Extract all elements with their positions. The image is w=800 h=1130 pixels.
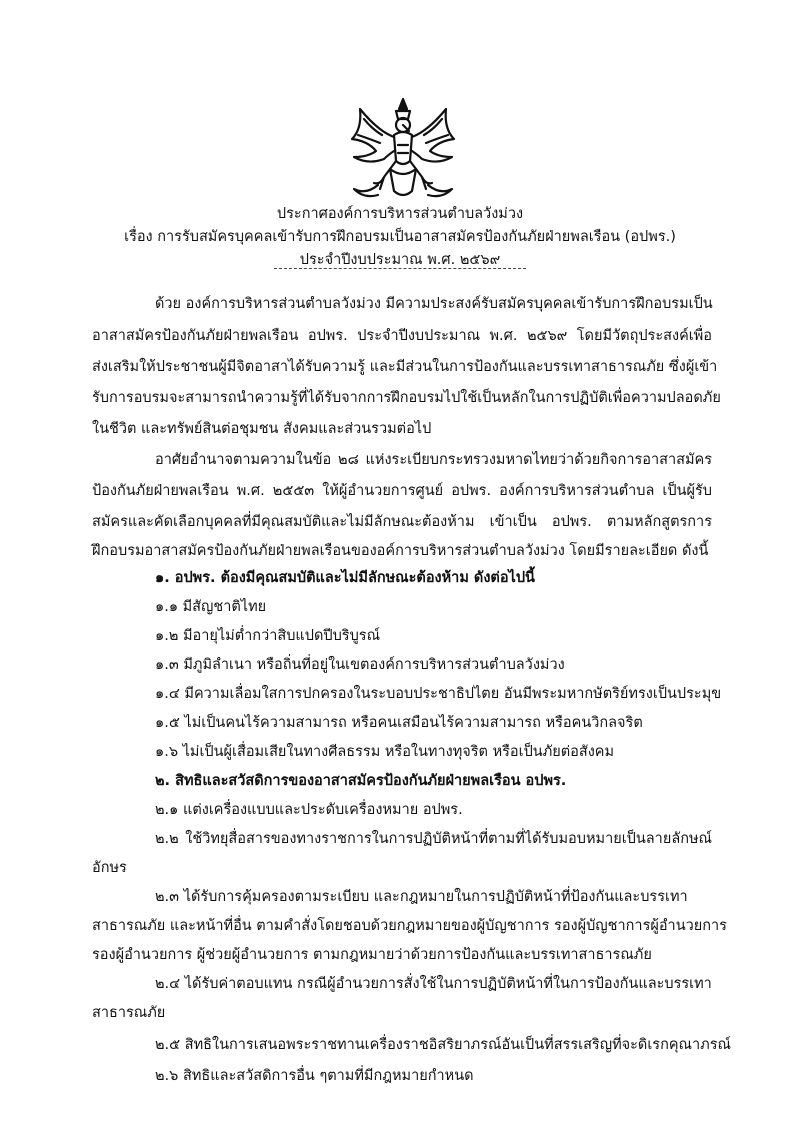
section-2-item-2-line-2: อักษร — [92, 860, 127, 876]
section-1-heading: ๑. อปพร. ต้องมีคุณสมบัติและไม่มีลักษณะต้องห้าม ดังต่อไปนี้ — [155, 570, 535, 586]
section-1-item: ๑.๑ มีสัญชาติไทย — [155, 599, 267, 615]
intro-line-2: อาสาสมัครป้องกันภัยฝ่ายพลเรือน อปพร. ประจำปีงบประมาณ พ.ศ. ๒๕๖๙ โดยมีวัตถุประสงค์เพื่อ — [92, 328, 712, 344]
section-2-item-5: ๒.๕ สิทธิในการเสนอพระราชทานเครื่องราชอิสริยาภรณ์อันเป็นที่สรรเสริญที่จะดิเรกคุณาภรณ์ — [155, 1037, 731, 1053]
authority-line-1: อาศัยอำนาจตามความในข้อ ๒๘ แห่งระเบียบกระทรวงมหาดไทยว่าด้วยกิจการอาสาสมัคร — [155, 452, 712, 468]
section-1-item: ๑.๒ มีอายุไม่ต่ำกว่าสิบแปดปีบริบูรณ์ — [155, 628, 381, 644]
intro-line-4: รับการอบรมจะสามารถนำความรู้ที่ได้รับจากการฝึกอบรมไปใช้เป็นหลักในการปฏิบัติเพื่อความปลอดภัย — [92, 390, 721, 406]
section-2-heading: ๒. สิทธิและสวัสดิการของอาสาสมัครป้องกันภัยฝ่ายพลเรือน อปพร. — [155, 773, 567, 789]
section-2-item-4-line-1: ๒.๔ ได้รับค่าตอบแทน กรณีผู้อำนวยการสั่งใช้ในการปฏิบัติหน้าที่ในการป้องกันและบรรเทา — [155, 976, 712, 992]
section-1-item: ๑.๓ มีภูมิลำเนา หรือถิ่นที่อยู่ในเขตองค์การบริหารส่วนตำบลวังม่วง — [155, 657, 565, 673]
section-1-item: ๑.๔ มีความเลื่อมใสการปกครองในระบอบประชาธิปไตย อันมีพระมหากษัตริย์ทรงเป็นประมุข — [155, 686, 722, 702]
intro-line-3: ส่งเสริมให้ประชาชนผู้มีจิตอาสาได้รับความรู้ และมีส่วนในการป้องกันและบรรเทาสาธารณภัย ซึ่งผู้เข้า — [92, 359, 718, 375]
section-2-item-3-line-2: สาธารณภัย และหน้าที่อื่น ตามคำสั่งโดยชอบด้วยกฎหมายของผู้บัญชาการ รองผู้บัญชาการผู้อำนวยการ — [92, 918, 727, 934]
intro-line-1: ด้วย องค์การบริหารส่วนตำบลวังม่วง มีความประสงค์รับสมัครบุคคลเข้ารับการฝึกอบรมเป็น — [155, 296, 713, 312]
intro-line-5: ในชีวิต และทรัพย์สินต่อชุมชน สังคมและส่วนรวมต่อไป — [92, 421, 432, 437]
authority-line-3: สมัครและคัดเลือกบุคคลที่มีคุณสมบัติและไม่มีลักษณะต้องห้าม เข้าเป็น อปพร. ตามหลักสูตรการ — [92, 514, 712, 530]
section-1-item: ๑.๕ ไม่เป็นคนไร้ความสามารถ หรือคนเสมือนไร้ความสามารถ หรือคนวิกลจริต — [155, 715, 643, 731]
header-divider — [274, 268, 526, 269]
garuda-emblem-icon — [338, 95, 468, 203]
announcement-subject: เรื่อง การรับสมัครบุคคลเข้ารับการฝึกอบรมเป็นอาสาสมัครป้องกันภัยฝ่ายพลเรือน (อปพร.) — [124, 229, 676, 245]
section-2-item-6: ๒.๖ สิทธิและสวัสดิการอื่น ๆตามที่มีกฎหมายกำหนด — [155, 1068, 474, 1084]
announcement-title: ประกาศองค์การบริหารส่วนตำบลวังม่วง — [276, 206, 524, 222]
authority-line-4: ฝึกอบรมอาสาสมัครป้องกันภัยฝ่ายพลเรือนของอค์การบริหารส่วนตำบลวังม่วง โดยมีรายละเอียด ดังนี้ — [92, 543, 709, 559]
section-2-item-3-line-1: ๒.๓ ได้รับการคุ้มครองตามระเบียบ และกฎหมายในการปฏิบัติหน้าที่ป้องกันและบรรเทา — [155, 889, 688, 905]
section-2-item-2-line-1: ๒.๒ ใช้วิทยุสื่อสารของทางราชการในการปฏิบัติหน้าที่ตามที่ได้รับมอบหมายเป็นลายลักษณ์ — [155, 831, 712, 847]
section-2-item-3-line-3: รองผู้อำนวยการ ผู้ช่วยผู้อำนวยการ ตามกฎหมายว่าด้วยการป้องกันและบรรเทาสาธารณภัย — [92, 947, 652, 963]
announcement-fiscal-year: ประจำปีงบประมาณ พ.ศ. ๒๕๖๙ — [299, 252, 501, 268]
section-2-item-1: ๒.๑ แต่งเครื่องแบบและประดับเครื่องหมาย อปพร. — [155, 802, 463, 818]
section-1-item: ๑.๖ ไม่เป็นผู้เสื่อมเสียในทางศีลธรรม หรือในทางทุจริต หรือเป็นภัยต่อสังคม — [155, 744, 615, 760]
authority-line-2: ป้องกันภัยฝ่ายพลเรือน พ.ศ. ๒๕๕๓ ให้ผู้อำนวยการศูนย์ อปพร. องค์การบริหารส่วนตำบล เป็นผู้รับ — [92, 483, 712, 499]
section-2-item-4-line-2: สาธารณภัย — [92, 1005, 166, 1021]
